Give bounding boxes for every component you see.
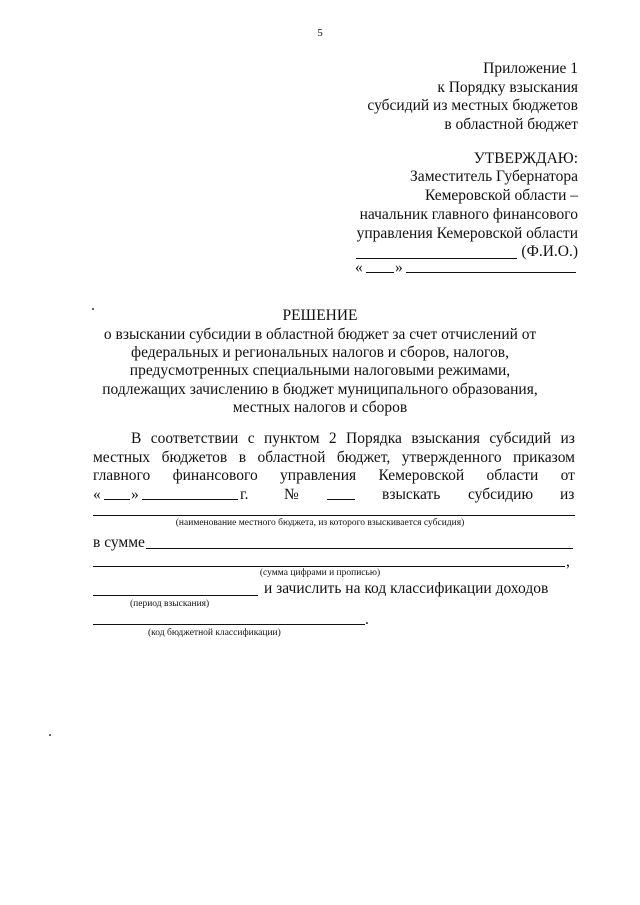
body-word: соответствии	[150, 430, 239, 447]
body-word-subsidy: субсидию	[468, 486, 534, 503]
approval-line-1: Заместитель Губернатора	[410, 168, 578, 185]
body-row-3	[93, 467, 575, 485]
body-word: местных	[93, 449, 151, 466]
body-word-collect: взыскать	[382, 486, 441, 503]
body-date-line	[142, 499, 238, 500]
appendix-line-4: в областной бюджет	[444, 116, 578, 133]
body-word: бюджетов	[161, 449, 228, 466]
body-word: приказом	[513, 449, 575, 466]
caption-budget: (наименование местного бюджета, из которого взыскивается субсидия)	[175, 518, 465, 528]
body-date-close: »	[131, 486, 139, 503]
body-word-from: из	[560, 486, 575, 503]
name-hint: (Ф.И.О.)	[521, 243, 578, 260]
approval-line-3: начальник главного финансового	[359, 206, 578, 223]
page-number: 5	[317, 27, 323, 39]
body-word: бюджет,	[336, 449, 391, 466]
appendix-line-1: Приложение 1	[483, 60, 578, 77]
amount-comma: ,	[566, 553, 570, 570]
decision-line-4: подлежащих зачислению в бюджет муниципального образования,	[102, 381, 538, 398]
body-word: В	[131, 430, 142, 447]
body-year: г.	[240, 486, 249, 503]
body-word: областной	[257, 449, 326, 466]
budget-name-line	[93, 515, 575, 516]
body-word: от	[560, 467, 575, 484]
decision-line-2: федеральных и региональных налогов и сборов, налогов,	[131, 344, 509, 361]
body-word: Порядка	[346, 430, 402, 447]
appendix-line-2: к Порядку взыскания	[437, 79, 578, 96]
body-word: из	[560, 430, 575, 447]
body-word: Кемеровской	[378, 467, 465, 484]
approval-date-open: «	[355, 259, 363, 276]
amount-line-2	[93, 566, 565, 567]
body-word: с	[247, 430, 255, 447]
body-word: главного	[93, 467, 151, 484]
approval-day-line	[366, 272, 394, 273]
caption-amount: (сумма цифрами и прописью)	[259, 568, 381, 578]
credit-text: и зачислить на код классификации доходов	[264, 580, 549, 597]
approval-heading: УТВЕРЖДАЮ:	[473, 150, 578, 167]
body-word: финансового	[172, 467, 258, 484]
body-word: 2	[328, 430, 337, 447]
approval-line-4: управления Кемеровской области	[356, 225, 578, 242]
approval-line-2: Кемеровской области –	[424, 187, 578, 204]
body-number-sign: №	[284, 486, 299, 503]
body-word: в	[238, 449, 247, 466]
scan-speck	[92, 308, 94, 310]
body-day-line	[104, 499, 130, 500]
decision-line-5: местных налогов и сборов	[232, 399, 408, 416]
decision-title: РЕШЕНИЕ	[282, 307, 358, 324]
approval-date-close: »	[395, 259, 403, 276]
body-word: субсидий	[489, 430, 552, 447]
scan-speck	[49, 734, 51, 736]
signature-line	[356, 258, 517, 259]
amount-line-1	[146, 548, 573, 549]
caption-code: (код бюджетной классификации)	[148, 628, 281, 638]
code-line	[93, 624, 365, 625]
body-date-open: «	[93, 486, 101, 503]
period-line	[93, 595, 258, 596]
body-word: пунктом	[264, 430, 320, 447]
body-row-2	[93, 449, 575, 467]
approval-date-line	[406, 272, 576, 273]
code-period: .	[365, 611, 369, 628]
decision-line-3: предусмотренных специальными налоговыми режимами,	[129, 362, 511, 379]
body-number-line	[327, 499, 355, 500]
body-word: управления	[280, 467, 357, 484]
body-word: области	[486, 467, 539, 484]
body-word: взыскания	[411, 430, 480, 447]
appendix-line-3: субсидий из местных бюджетов	[367, 97, 578, 114]
body-word: утвержденного	[401, 449, 502, 466]
decision-line-1: о взыскании субсидии в областной бюджет за счет отчислений от	[103, 326, 537, 343]
amount-label: в сумме	[93, 534, 145, 551]
caption-period: (период взыскания)	[130, 599, 210, 609]
body-row-1	[131, 430, 575, 448]
